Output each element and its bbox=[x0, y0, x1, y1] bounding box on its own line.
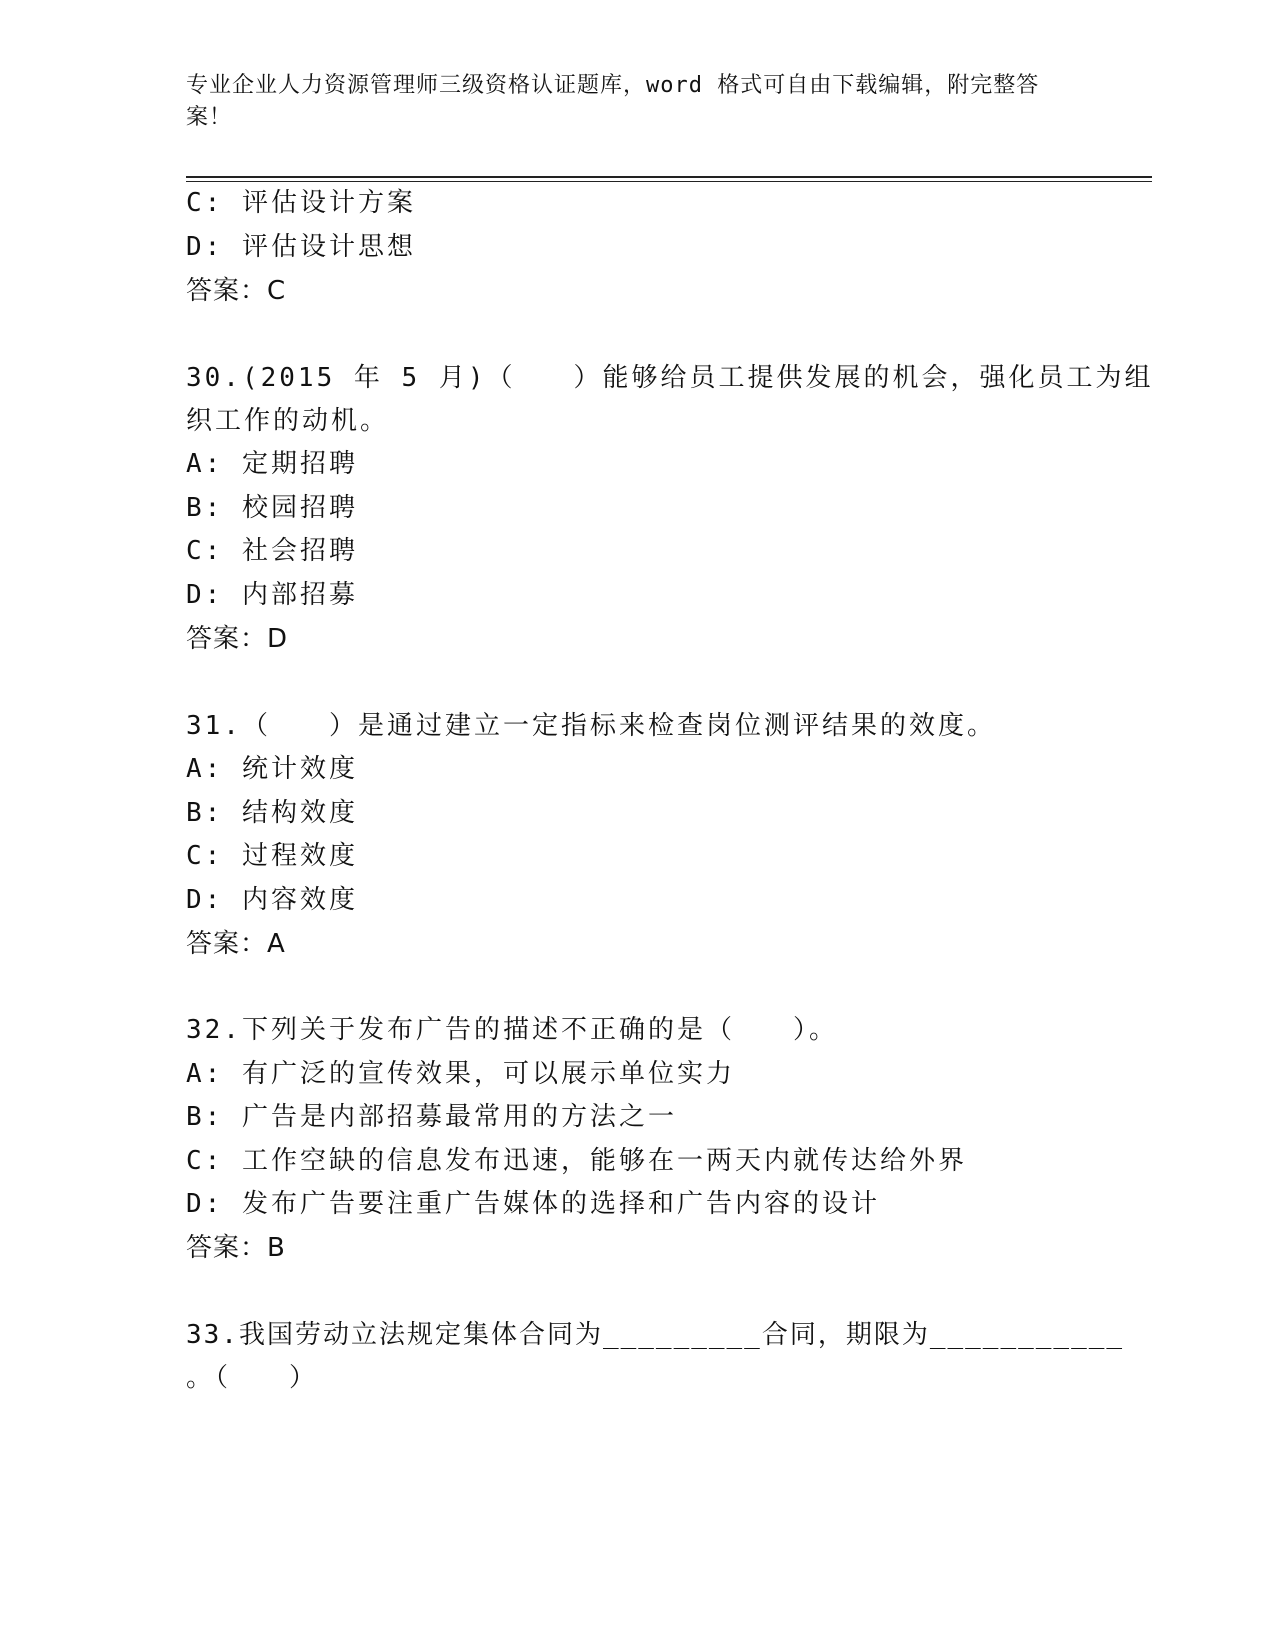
q31-option-a: A: 统计效度 bbox=[186, 754, 358, 784]
q31-option-d: D: 内容效度 bbox=[186, 885, 358, 915]
q31-option-b: B: 结构效度 bbox=[186, 798, 358, 828]
q31-option-c: C: 过程效度 bbox=[186, 841, 358, 871]
q30-option-d: D: 内部招募 bbox=[186, 580, 358, 610]
q30-option-b: B: 校园招聘 bbox=[186, 493, 358, 523]
q32-option-c: C: 工作空缺的信息发布迅速，能够在一两天内就传达给外界 bbox=[186, 1146, 967, 1176]
q30-option-a: A: 定期招聘 bbox=[186, 449, 358, 479]
q33-stem-line1: 33.我国劳动立法规定集体合同为_________合同，期限为___________ bbox=[186, 1320, 1125, 1350]
q32-stem: 32.下列关于发布广告的描述不正确的是（ ）。 bbox=[186, 1015, 838, 1045]
header-divider-thick bbox=[186, 176, 1152, 178]
q30-option-c: C: 社会招聘 bbox=[186, 536, 358, 566]
header-divider-thin bbox=[186, 181, 1152, 182]
q32-answer: 答案：B bbox=[186, 1233, 286, 1263]
prev-option-c: C: 评估设计方案 bbox=[186, 188, 416, 218]
q33-stem-line2: 。（ ） bbox=[186, 1363, 319, 1393]
q32-option-d: D: 发布广告要注重广告媒体的选择和广告内容的设计 bbox=[186, 1189, 880, 1219]
prev-option-d: D: 评估设计思想 bbox=[186, 232, 416, 262]
q30-answer: 答案：D bbox=[186, 624, 289, 654]
q31-answer: 答案：A bbox=[186, 929, 286, 959]
q30-stem-line1: 30.(2015 年 5 月)（ ）能够给员工提供发展的机会，强化员工为组 bbox=[186, 363, 1154, 393]
q32-option-a: A: 有广泛的宣传效果，可以展示单位实力 bbox=[186, 1059, 735, 1089]
prev-answer: 答案：C bbox=[186, 276, 287, 306]
document-header: 专业企业人力资源管理师三级资格认证题库，word 格式可自由下载编辑，附完整答案！ bbox=[186, 73, 1040, 130]
q30-stem-line2: 织工作的动机。 bbox=[186, 406, 390, 436]
q32-option-b: B: 广告是内部招募最常用的方法之一 bbox=[186, 1102, 677, 1132]
q31-stem: 31.（ ）是通过建立一定指标来检查岗位测评结果的效度。 bbox=[186, 711, 996, 741]
